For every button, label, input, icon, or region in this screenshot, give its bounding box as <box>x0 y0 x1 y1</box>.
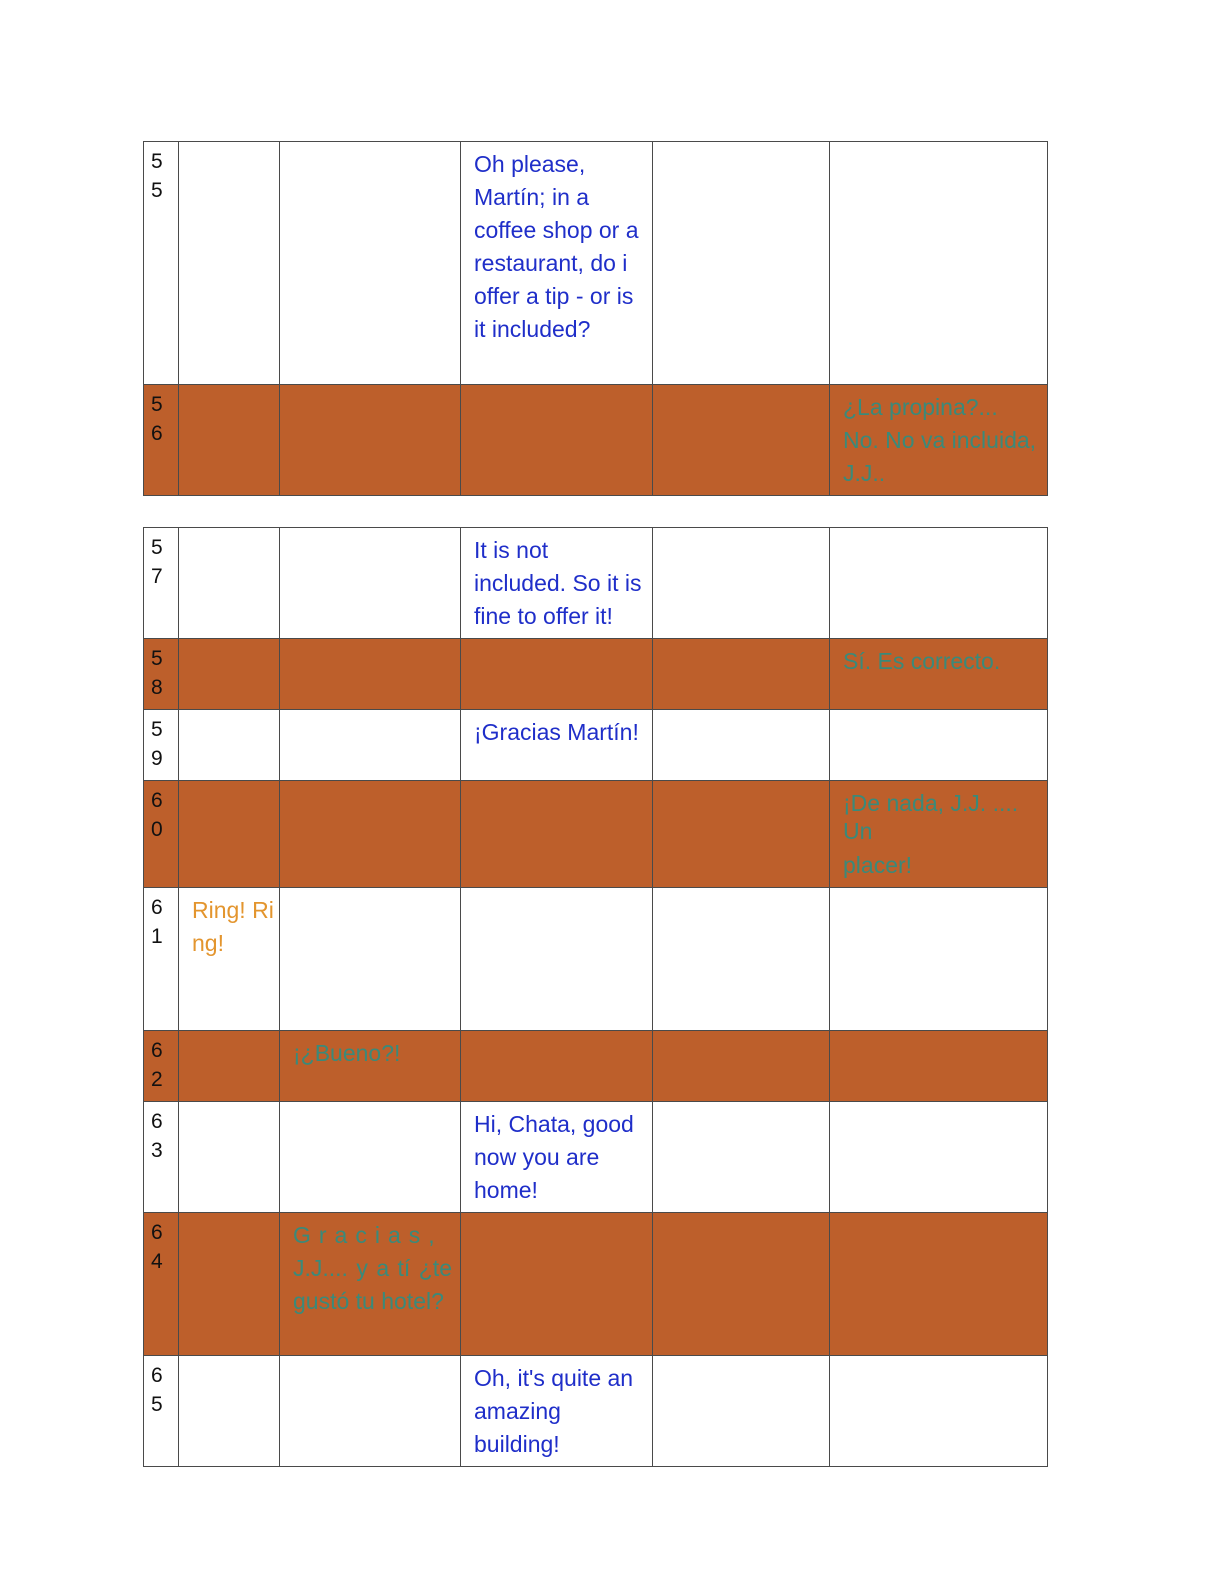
english-line: Oh, it's quite an amazing building! <box>474 1365 634 1457</box>
dialogue-table-2 <box>143 527 1048 1467</box>
table-row <box>144 888 1048 1031</box>
spanish-line-part: ¡De nada, J.J. .... Un <box>843 790 1019 844</box>
sound-effect-line: Ring! Ring! <box>192 897 274 956</box>
spanish-line: Sí. Es correcto. <box>843 648 1001 674</box>
table-row <box>144 1031 1048 1102</box>
line-number: 56 <box>151 393 163 445</box>
spanish-line-part: Gracias, <box>293 1222 443 1248</box>
line-number: 59 <box>151 718 163 770</box>
english-line: Hi, Chata, good now you are home! <box>474 1111 634 1203</box>
spanish-line: ¿La propina?... No. No va incluida, J.J.. <box>843 394 1037 486</box>
table-row <box>144 528 1048 639</box>
line-number: 61 <box>151 896 163 948</box>
line-number: 55 <box>151 150 163 202</box>
line-number: 62 <box>151 1039 163 1091</box>
table-row <box>144 1213 1048 1356</box>
table-row <box>144 1356 1048 1467</box>
english-line: It is not included. So it is fine to offer it! <box>474 537 642 629</box>
table-row <box>144 385 1048 496</box>
table-row <box>144 1102 1048 1213</box>
line-number: 63 <box>151 1110 163 1162</box>
table-row <box>144 142 1048 385</box>
spanish-line-part: placer! <box>843 852 913 878</box>
spanish-line-part: J.J.... y a tí ¿te gustó tu hotel? <box>293 1255 452 1314</box>
table-row <box>144 710 1048 781</box>
line-number: 64 <box>151 1221 163 1273</box>
english-line: ¡Gracias Martín! <box>474 719 639 745</box>
english-line: Oh please, Martín; in a coffee shop or a restaurant, do i offer a tip - or is it included? <box>474 151 639 342</box>
spanish-line <box>280 1213 460 1318</box>
line-number: 57 <box>151 536 163 588</box>
line-number: 58 <box>151 647 163 699</box>
table-row <box>144 781 1048 888</box>
spanish-line: ¡¿Bueno?! <box>293 1040 401 1066</box>
table-row <box>144 639 1048 710</box>
spanish-line <box>830 781 1047 879</box>
line-number: 65 <box>151 1364 163 1416</box>
dialogue-table-1 <box>143 141 1048 496</box>
line-number: 60 <box>151 789 163 841</box>
